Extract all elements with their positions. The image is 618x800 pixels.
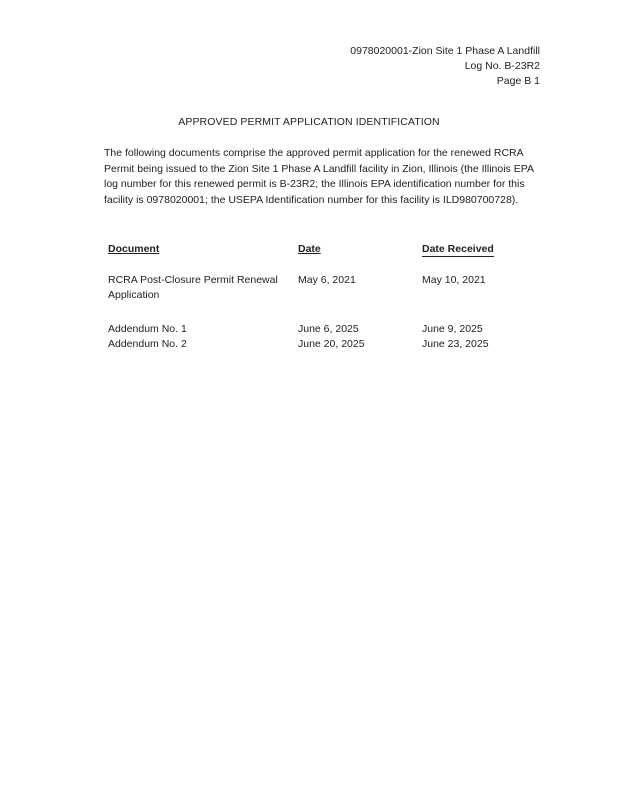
- cell-date-received: June 23, 2025: [422, 338, 489, 350]
- facility-line: 0978020001-Zion Site 1 Phase A Landfill: [350, 45, 540, 57]
- header-cell-date-received: [422, 243, 508, 267]
- documents-table: [108, 243, 508, 352]
- cell-document: RCRA Post-Closure Permit Renewal Application: [108, 274, 278, 301]
- cell-date: June 6, 2025: [298, 323, 359, 335]
- cell-document: Addendum No. 1: [108, 323, 187, 335]
- header-cell-date: [298, 243, 422, 267]
- cell-date: June 20, 2025: [298, 338, 365, 350]
- table-row: [108, 337, 508, 352]
- header-cell-document: [108, 243, 298, 267]
- header-date-received-label: Date Received: [422, 243, 494, 255]
- cell-date: May 6, 2021: [298, 274, 356, 286]
- table-header-row: [108, 243, 508, 267]
- intro-paragraph: The following documents comprise the approved permit application for the renewed RCRA Permit being issued to the Zion Site 1 Phase A Landfill facility in Zion, Illinois (the Illinois EPA log number for this renewed permit is B-23R2; the Illinois EPA identification number for this facility is 0978020001; the USEPA Identification number for this facility is ILD980700728).: [104, 147, 534, 206]
- page-number: Page B 1: [496, 75, 540, 87]
- header-document-label: Document: [108, 243, 160, 255]
- log-number: Log No. B-23R2: [464, 60, 540, 72]
- cell-date-received: May 10, 2021: [422, 274, 486, 286]
- page-header: [350, 44, 540, 89]
- header-date-label: Date: [298, 243, 321, 255]
- table-row: [108, 322, 508, 337]
- page-title: APPROVED PERMIT APPLICATION IDENTIFICATION: [178, 116, 440, 128]
- cell-date-received: June 9, 2025: [422, 323, 483, 335]
- cell-document: Addendum No. 2: [108, 338, 187, 350]
- table-row: [108, 273, 508, 313]
